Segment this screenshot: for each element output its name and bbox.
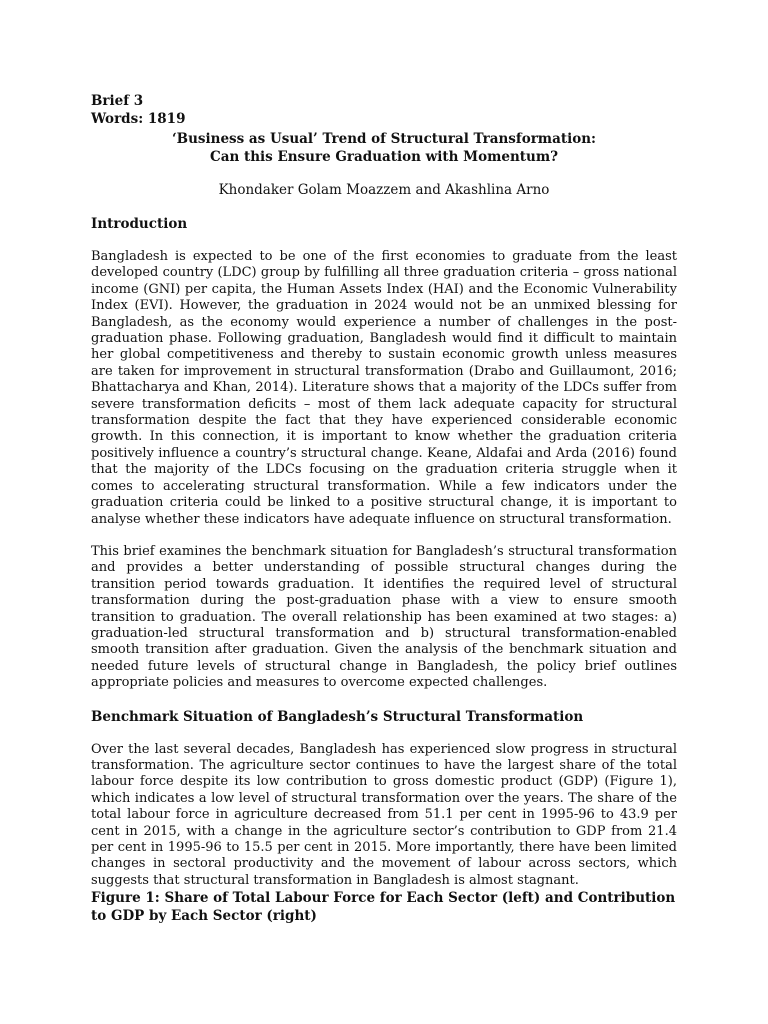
document-page (91, 92, 677, 925)
benchmark-paragraph-1: Over the last several decades, Bangladesh has experienced slow progress in structural transformation. The agriculture sector continues to have the largest share of the total labour force despite its low contribution to gross domestic product (GDP) (Figure 1), which indicates a low level of structural transformation over the years. The share of the total labour force in agriculture decreased from 51.1 per cent in 1995-96 to 43.9 per cent in 2015, with a change in the agriculture sector’s contribution to GDP from 21.4 per cent in 1995-96 to 15.5 per cent in 2015. More importantly, there have been limited changes in sectoral productivity and the movement of labour across sectors, which suggests that structural transformation in Bangladesh is almost stagnant. (91, 741, 677, 888)
intro-paragraph-2: This brief examines the benchmark situation for Bangladesh’s structural transformation and provides a better understanding of possible structural changes during the transition period towards graduation. It identifies the required level of structural transformation during the post-graduation phase with a view to ensure smooth transition to graduation. The overall relationship has been examined at two stages: a) graduation-led structural transformation and b) structural transformation-enabled smooth transition after graduation. Given the analysis of the benchmark situation and needed future levels of structural change in Bangladesh, the policy brief outlines appropriate policies and measures to overcome expected challenges. (91, 543, 677, 691)
title-line-1: ‘Business as Usual’ Trend of Structural Transformation: (171, 131, 597, 147)
title-line-2: Can this Ensure Graduation with Momentum? (209, 149, 559, 165)
intro-paragraph-1: Bangladesh is expected to be one of the first economies to graduate from the least developed country (LDC) group by fulfilling all three graduation criteria – gross national income (GNI) per capita, the Human Assets Index (HAI) and the Economic Vulnerability Index (EVI). However, the graduation in 2024 would not be an unmixed blessing for Bangladesh, as the economy would experience a number of challenges in the post-graduation phase. Following graduation, Bangladesh would find it difficult to maintain her global competitiveness and thereby to sustain economic growth unless measures are taken for improvement in structural transformation (Drabo and Guillaumont, 2016; Bhattacharya and Khan, 2014). Literature shows that a majority of the LDCs suffer from severe transformation deficits – most of them lack adequate capacity for structural transformation despite the fact that they have experienced considerable economic growth. In this connection, it is important to know whether the graduation criteria positively influence a country’s structural change. Keane, Aldafai and Arda (2016) found that the majority of the LDCs focusing on the graduation criteria struggle when it comes to accelerating structural transformation. While a few indicators under the graduation criteria could be linked to a positive structural change, it is important to analyse whether these indicators have adequate influence on structural transformation. (91, 249, 677, 527)
brief-number: Brief 3 (91, 93, 144, 109)
introduction-heading: Introduction (91, 216, 188, 232)
document-title (91, 130, 677, 166)
benchmark-heading: Benchmark Situation of Bangladesh’s Structural Transformation (91, 708, 584, 725)
authors: Khondaker Golam Moazzem and Akashlina Arno (218, 182, 550, 198)
word-count: Words: 1819 (91, 111, 186, 127)
figure-1-caption: Figure 1: Share of Total Labour Force for Each Sector (left) and Contribution to GDP by Each Sector (right) (91, 890, 676, 925)
